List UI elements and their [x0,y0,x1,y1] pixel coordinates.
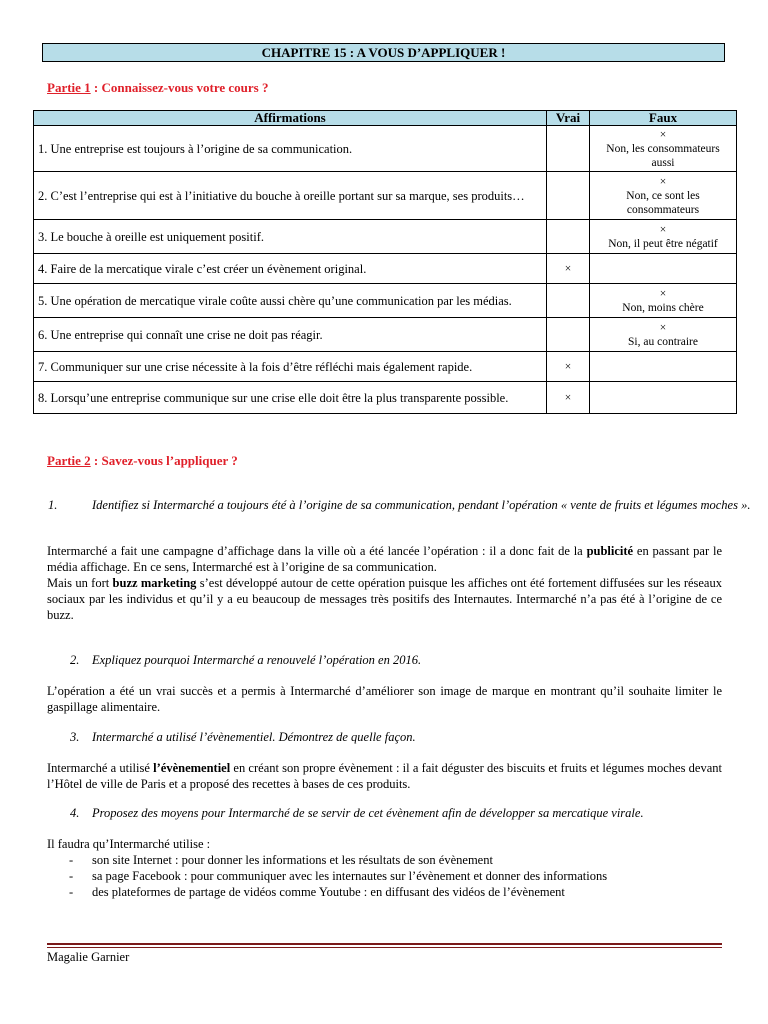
table-row [34,382,737,414]
question-text: Expliquez pourquoi Intermarché a renouvelé l’opération en 2016. [92,653,422,667]
affirmation-text: 3. Le bouche à oreille est uniquement positif. [34,220,547,254]
table-row [34,254,737,284]
footer-divider [47,947,722,948]
part1-heading [47,80,268,96]
faux-note: Non, moins chère [622,301,704,314]
answer-text: Mais un fort [47,576,113,590]
faux-mark: × [659,321,667,334]
vrai-cell: × [547,382,590,414]
faux-cell [590,382,737,414]
answer-text: en passant par le média affichage. En ce sens, Intermarché est à l’origine de sa communication. [47,544,722,574]
list-item: - son site Internet : pour donner les informations et les résultats de son évènement [47,852,727,868]
affirmation-text: 6. Une entreprise qui connaît une crise ne doit pas réagir. [34,318,547,352]
part1-label: Partie 1 [47,80,91,95]
vrai-cell [547,318,590,352]
vrai-cell [547,284,590,318]
part1-title: : Connaissez-vous votre cours ? [90,80,269,95]
answer-3 [47,760,722,792]
answer-1 [47,543,722,623]
answer-keyword: l’évènementiel [153,761,231,775]
question-number: 3. [70,730,80,744]
question-number: 4. [70,806,80,820]
affirmation-text: 8. Lorsqu’une entreprise communique sur une crise elle doit être la plus transparente possible. [34,382,547,414]
answer-text: Intermarché a fait une campagne d’affichage dans la ville où a été lancée l’opération : il a donc fait de la [47,544,587,558]
faux-cell [590,254,737,284]
affirmation-text: 7. Communiquer sur une crise nécessite à la fois d’être réfléchi mais également rapide. [34,352,547,382]
answer-2: L’opération a été un vrai succès et a permis à Intermarché d’améliorer son image de marque en montrant qu’il souhaite limiter le gaspillage alimentaire. [47,684,722,714]
question-text: Proposez des moyens pour Intermarché de se servir de cet évènement afin de développer sa mercatique virale. [92,806,644,820]
vrai-cell [547,220,590,254]
table-row [34,126,737,172]
table-row [34,284,737,318]
question-3 [70,729,730,745]
vrai-cell: × [547,352,590,382]
table-row [34,172,737,220]
table-header-row [34,111,737,126]
faux-mark: × [659,223,667,236]
list-item: - sa page Facebook : pour communiquer avec les internautes sur l’évènement et donner des informations [47,868,727,884]
table-row [34,352,737,382]
faux-note: Non, les consommateurs aussi [606,142,720,169]
answer-text: Intermarché a utilisé [47,761,154,775]
affirmation-text: 1. Une entreprise est toujours à l’origine de sa communication. [34,126,547,172]
faux-cell [590,220,737,254]
table-row [34,318,737,352]
faux-cell [590,126,737,172]
question-text: Identifiez si Intermarché a toujours été à l’origine de sa communication, pendant l’opération « vente de fruits et légumes moches ». [92,498,751,512]
faux-note: Non, ce sont les consommateurs [626,189,700,216]
header-affirmations: Affirmations [34,111,547,126]
vrai-cell [547,126,590,172]
question-number: 2. [70,653,80,667]
answer-text: s’est développé autour de cette opération puisque les affiches ont été fortement diffusées sur les réseaux sociaux par les individus et qu’il y a eu beaucoup de messages très positifs des Internautes. Intermarché n’a pas été à l’origine de ce buzz. [47,576,722,622]
part2-title: : Savez-vous l’appliquer ? [90,453,238,468]
answer-keyword: buzz marketing [112,576,197,590]
question-number: 1. [48,498,58,512]
question-1 [48,497,752,513]
faux-cell [590,352,737,382]
faux-mark: × [659,287,667,300]
chapter-title: CHAPITRE 15 : A VOUS D’APPLIQUER ! [42,43,725,62]
affirmation-text: 4. Faire de la mercatique virale c’est créer un évènement original. [34,254,547,284]
faux-mark: × [659,128,667,141]
faux-cell [590,284,737,318]
question-2 [70,652,730,668]
footer-divider [47,943,722,945]
answer-text: en créant son propre évènement : il a fait déguster des biscuits et fruits et légumes moches devant l’Hôtel de ville de Paris et a proposé des recettes à bases de ces produits. [47,761,722,791]
question-text: Intermarché a utilisé l’évènementiel. Démontrez de quelle façon. [92,730,416,744]
answer-keyword: publicité [586,544,634,558]
footer-author: Magalie Garnier [47,950,130,964]
affirmation-text: 2. C’est l’entreprise qui est à l’initiative du bouche à oreille portant sur sa marque, ses produits… [34,172,547,220]
table-row [34,220,737,254]
question-4 [70,805,730,821]
list-item: - des plateformes de partage de vidéos comme Youtube : en diffusant des vidéos de l’évènement [47,884,727,900]
vrai-cell [547,172,590,220]
faux-cell [590,172,737,220]
answer-4 [47,836,727,900]
faux-mark: × [659,175,667,188]
affirmation-text: 5. Une opération de mercatique virale coûte aussi chère qu’une communication par les médias. [34,284,547,318]
header-faux: Faux [590,111,737,126]
answer-intro: Il faudra qu’Intermarché utilise : [47,837,211,851]
affirmations-table [33,110,737,414]
faux-note: Si, au contraire [628,335,698,348]
part2-label: Partie 2 [47,453,91,468]
faux-cell [590,318,737,352]
faux-note: Non, il peut être négatif [608,237,718,250]
header-vrai: Vrai [547,111,590,126]
vrai-cell: × [547,254,590,284]
part2-heading [47,453,238,469]
